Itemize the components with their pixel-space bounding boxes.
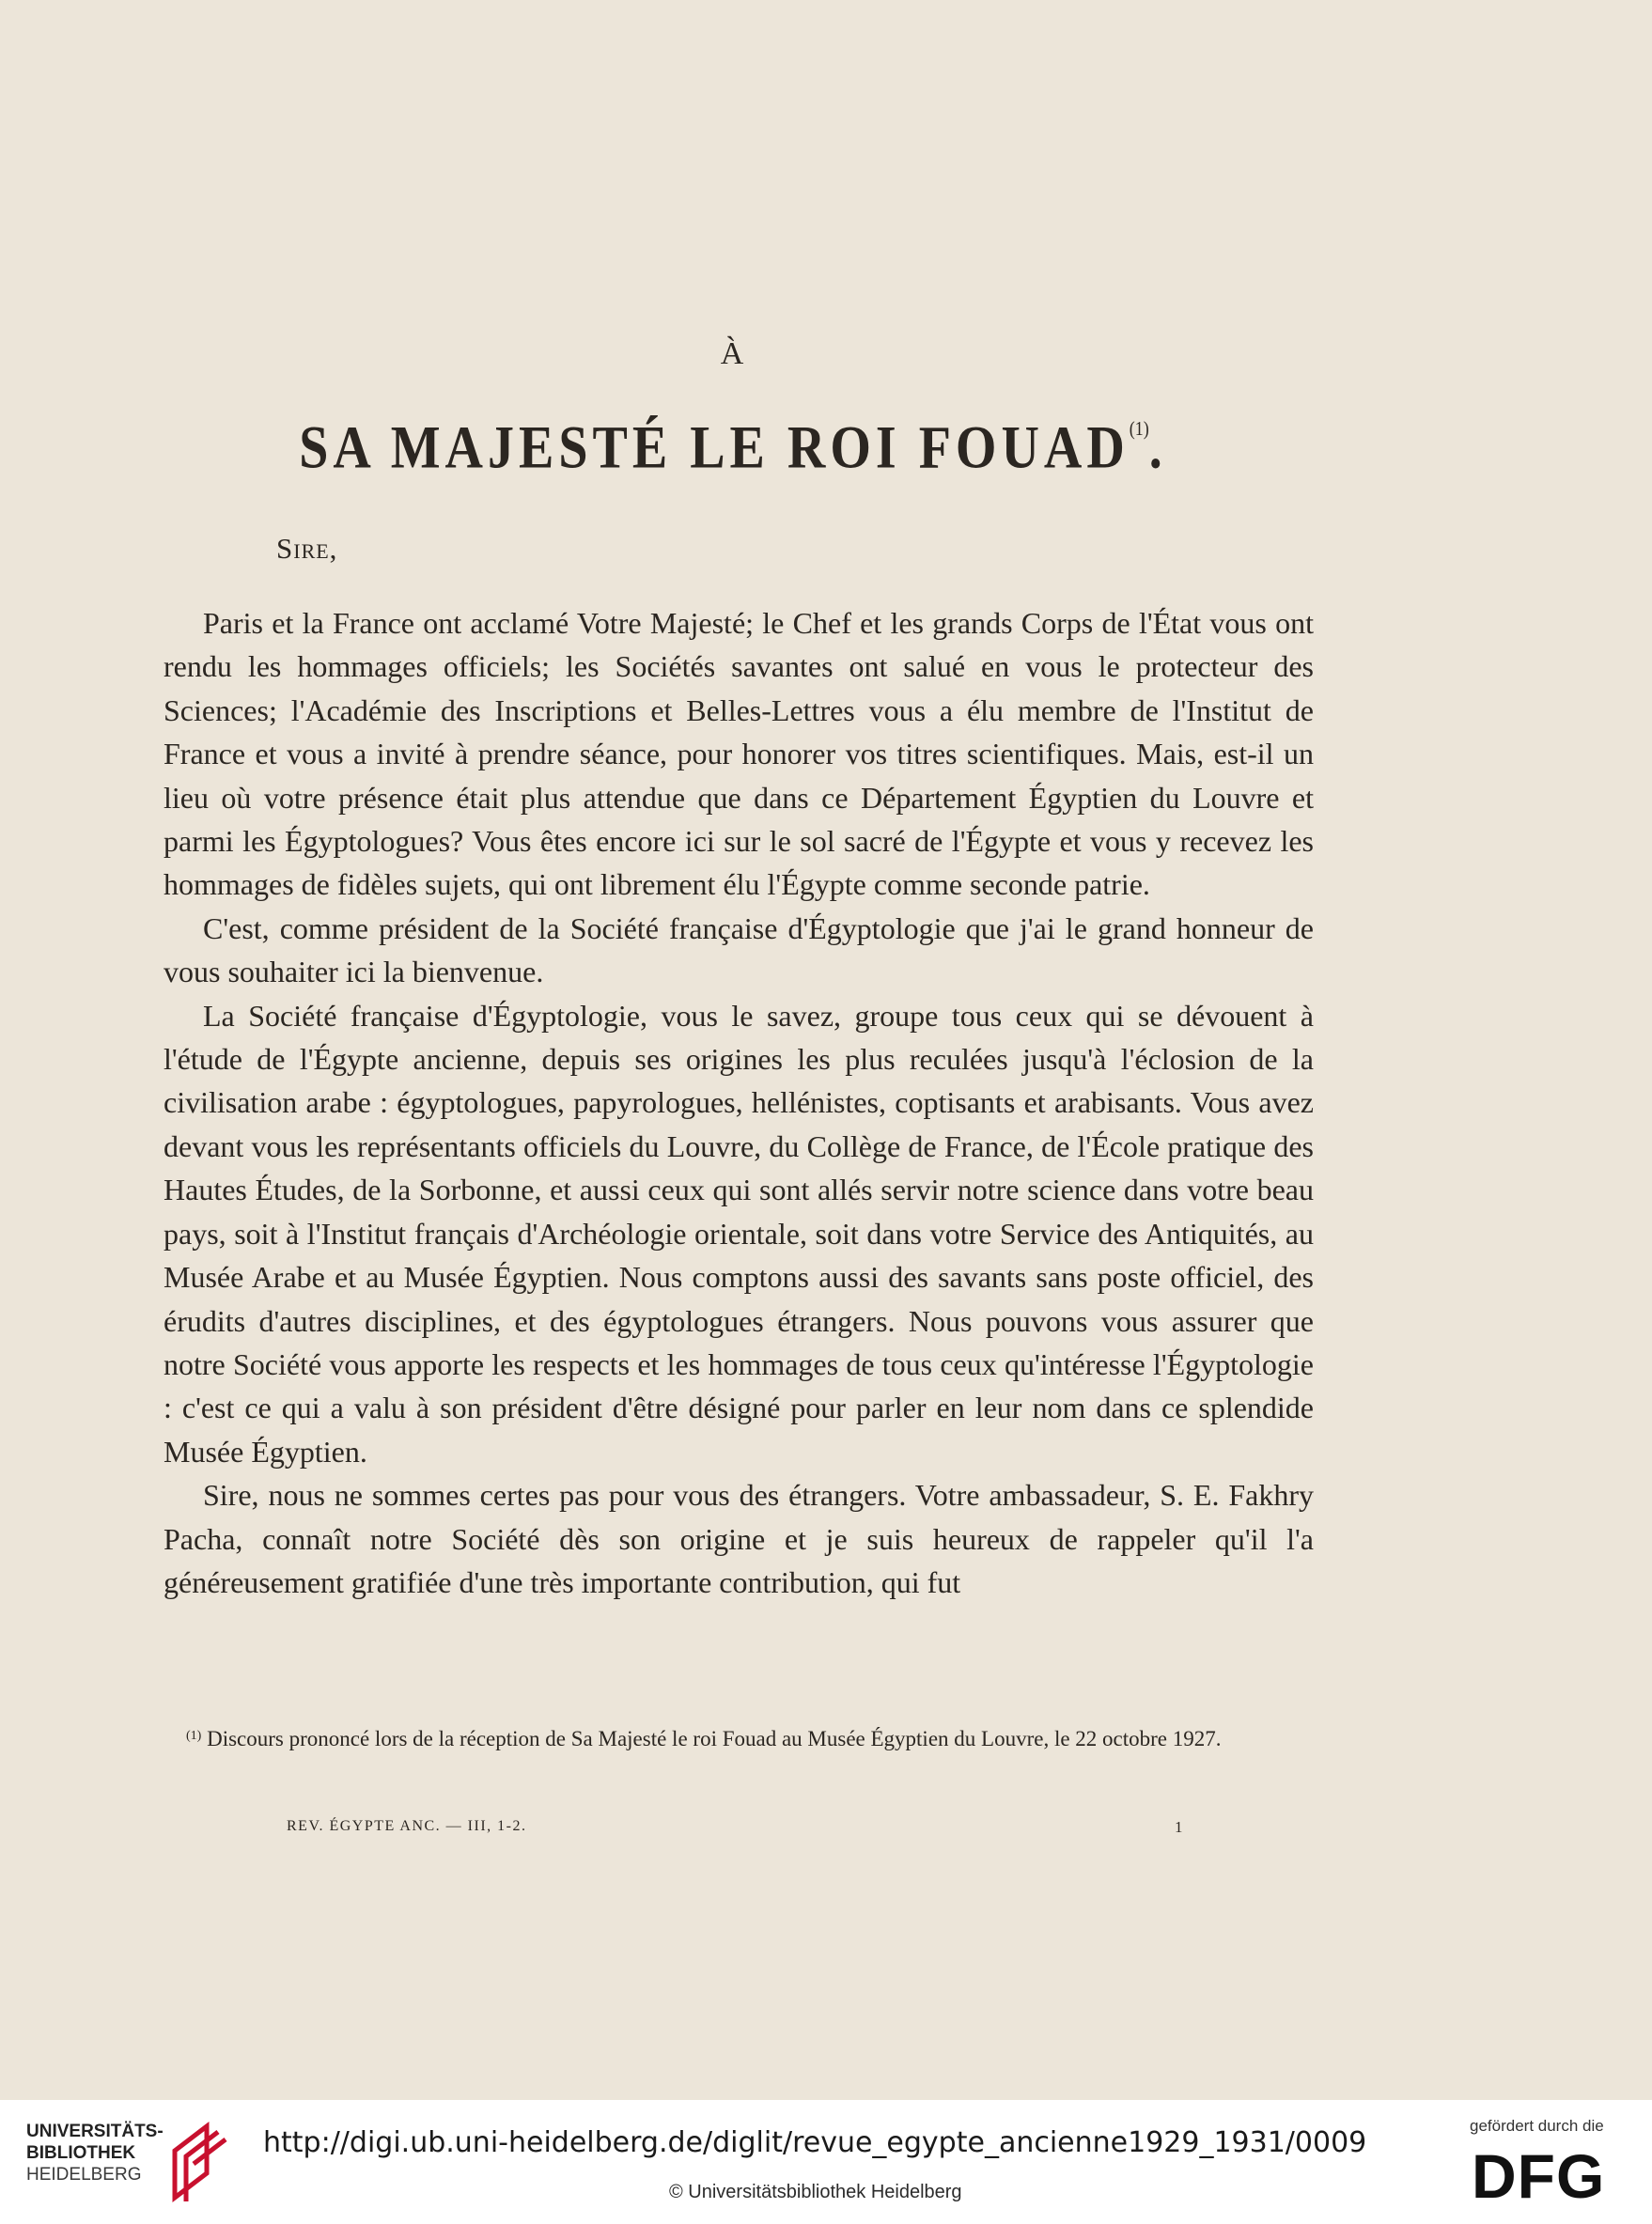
copyright-notice: © Universitätsbibliothek Heidelberg xyxy=(669,2182,962,2202)
page-number: 1 xyxy=(1175,1818,1183,1836)
title-footnote-marker: (1) xyxy=(1129,417,1149,440)
footer-bar xyxy=(0,2100,1652,2224)
dfg-logo-icon: DFG xyxy=(1472,2141,1606,2211)
footnote-marker: (1) xyxy=(186,1729,202,1743)
title-end: . xyxy=(1148,414,1167,482)
paragraph: Paris et la France ont acclamé Votre Majesté; le Chef et les grands Corps de l'État vous ont rendu les hommages officiels; les Sociétés savantes ont salué en vous le protecteur des Sciences; l'Académie des Inscriptions et Belles-Lettres vous a élu membre de l'Institut de France et vous a invité à prendre séance, pour honorer vos titres scientifiques. Mais, est-il un lieu où votre présence était plus attendue que dans ce Département Égyptien du Louvre et parmi les Égyptologues? Vous êtes encore ici sur le sol sacré de l'Égypte et vous y recevez les hommages de fidèles sujets, qui ont librement élu l'Égypte comme seconde patrie. xyxy=(164,606,1314,902)
permalink-url[interactable]: http://digi.ub.uni-heidelberg.de/diglit/revue_egypte_ancienne1929_1931/0009 xyxy=(263,2126,1367,2159)
library-line-3: HEIDELBERG xyxy=(26,2165,142,2185)
library-line-2: BIBLIOTHEK xyxy=(26,2143,136,2163)
dedication-heading: À xyxy=(720,336,746,371)
footnote-text: Discours prononcé lors de la réception de Sa Majesté le roi Fouad au Musée Égyptien du Louvre, le 22 octobre 1927. xyxy=(207,1727,1222,1750)
library-name xyxy=(26,2121,164,2185)
body-text xyxy=(164,601,1314,1604)
title-text: SA MAJESTÉ LE ROI FOUAD xyxy=(299,414,1130,482)
page-title xyxy=(0,413,1466,483)
paragraph: Sire, nous ne sommes certes pas pour vous des étrangers. Votre ambassadeur, S. E. Fakhry Pacha, connaît notre Société dès son origine et je suis heureux de rappeler qu'il l'a généreusement gratifiée d'une très importante contribution, qui fut xyxy=(164,1478,1314,1599)
library-logo-icon xyxy=(165,2119,231,2205)
funded-by-label: gefördert durch die xyxy=(1470,2117,1604,2135)
footnote xyxy=(164,1719,1314,1756)
paragraph: La Société française d'Égyptologie, vous le savez, groupe tous ceux qui se dévouent à l'étude de l'Égypte ancienne, depuis ses origines les plus reculées jusqu'à l'éclosion de la civilisation arabe : égyptologues, papyrologues, hellénistes, coptisants et arabisants. Vous avez devant vous les représentants officiels du Louvre, du Collège de France, de l'École pratique des Hautes Études, de la Sorbonne, et aussi ceux qui sont allés servir notre science dans votre beau pays, soit à l'Institut français d'Archéologie orientale, soit dans votre Service des Antiquités, au Musée Arabe et au Musée Égyptien. Nous comptons aussi des savants sans poste officiel, des érudits d'autres disciplines, et des égyptologues étrangers. Nous pouvons vous assurer que notre Société vous apporte les respects et les hommages de tous ceux qu'intéresse l'Égyptologie : c'est ce qui a valu à son président d'être désigné pour parler en leur nom dans ce splendide Musée Égyptien. xyxy=(164,998,1314,1469)
salutation: Sire, xyxy=(276,532,338,565)
library-line-1: UNIVERSITÄTS- xyxy=(26,2122,164,2141)
running-footer: REV. ÉGYPTE ANC. — III, 1-2. xyxy=(287,1818,527,1834)
paragraph: C'est, comme président de la Société française d'Égyptologie que j'ai le grand honneur de vous souhaiter ici la bienvenue. xyxy=(164,910,1314,989)
